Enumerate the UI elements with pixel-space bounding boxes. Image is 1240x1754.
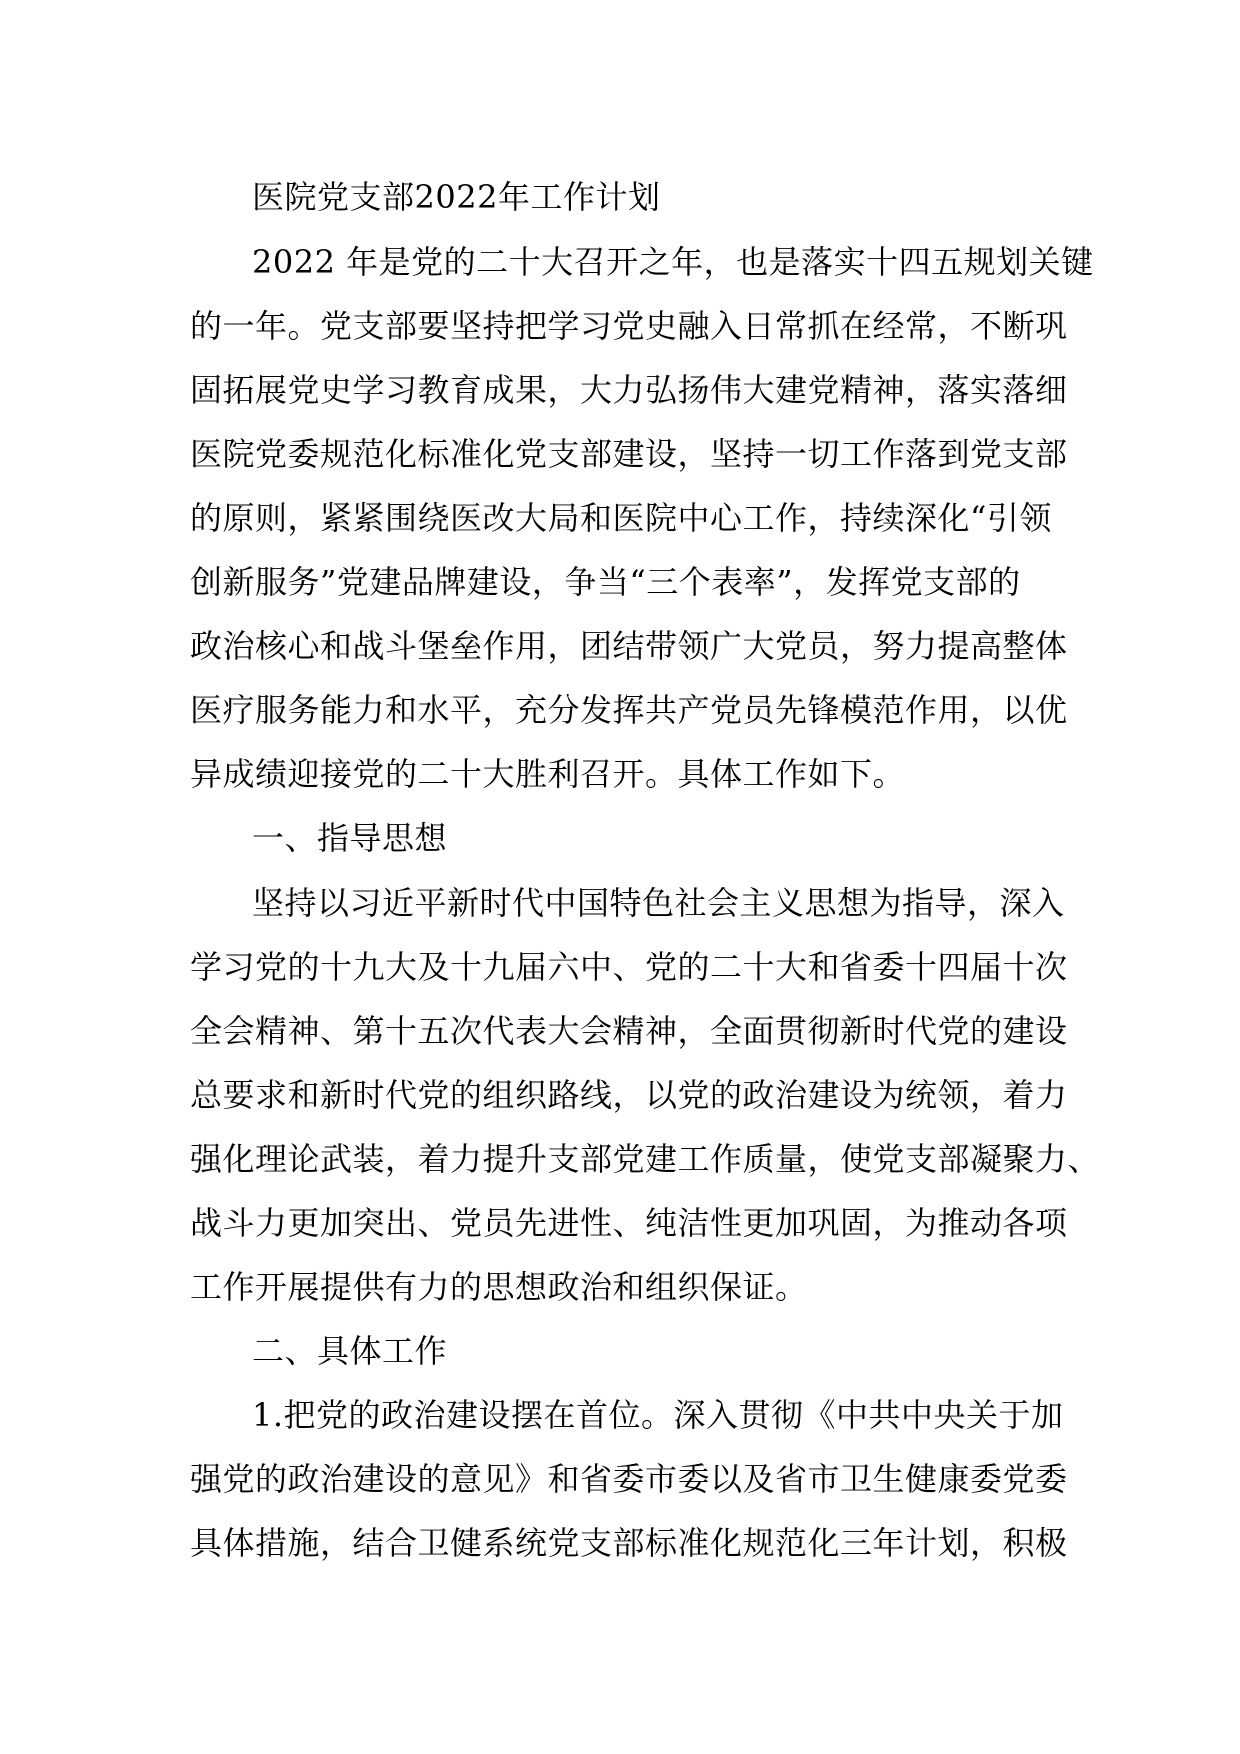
paragraph-line: 的原则，紧紧围绕医改大局和医院中心工作，持续深化“引领: [190, 499, 1052, 537]
document-title: 医院党支部2022年工作计划: [252, 178, 661, 216]
paragraph-line: 战斗力更加突出、党员先进性、纯洁性更加巩固，为推动各项: [190, 1204, 1068, 1242]
paragraph-line: 总要求和新时代党的组织路线，以党的政治建设为统领，着力: [190, 1076, 1068, 1114]
paragraph-line: 工作开展提供有力的思想政治和组织保证。: [190, 1268, 808, 1306]
paragraph-line: 的一年。党支部要坚持把学习党史融入日常抓在经常，不断巩: [190, 307, 1068, 345]
paragraph-line: 2022 年是党的二十大召开之年，也是落实十四五规划关键: [252, 243, 1094, 281]
section-heading-guiding-thought: 一、指导思想: [252, 819, 448, 857]
paragraph-line: 全会精神、第十五次代表大会精神，全面贯彻新时代党的建设: [190, 1012, 1068, 1050]
paragraph-line: 强化理论武装，着力提升支部党建工作质量，使党支部凝聚力、: [190, 1140, 1101, 1178]
paragraph-line: 创新服务”党建品牌建设，争当“三个表率”，发挥党支部的: [190, 563, 1021, 601]
paragraph-line: 1.把党的政治建设摆在首位。深入贯彻《中共中央关于加: [252, 1396, 1064, 1434]
paragraph-line: 固拓展党史学习教育成果，大力弘扬伟大建党精神，落实落细: [190, 371, 1068, 409]
paragraph-line: 医院党委规范化标准化党支部建设，坚持一切工作落到党支部: [190, 435, 1068, 473]
paragraph-line: 政治核心和战斗堡垒作用，团结带领广大党员，努力提高整体: [190, 627, 1068, 665]
paragraph-line: 学习党的十九大及十九届六中、党的二十大和省委十四届十次: [190, 948, 1068, 986]
paragraph-line: 医疗服务能力和水平，充分发挥共产党员先锋模范作用，以优: [190, 691, 1068, 729]
paragraph-line: 强党的政治建设的意见》和省委市委以及省市卫生健康委党委: [190, 1460, 1068, 1498]
paragraph-line: 异成绩迎接党的二十大胜利召开。具体工作如下。: [190, 755, 906, 793]
paragraph-line: 具体措施，结合卫健系统党支部标准化规范化三年计划，积极: [190, 1524, 1068, 1562]
paragraph-line: 坚持以习近平新时代中国特色社会主义思想为指导，深入: [252, 884, 1065, 922]
section-heading-specific-work: 二、具体工作: [252, 1332, 448, 1370]
